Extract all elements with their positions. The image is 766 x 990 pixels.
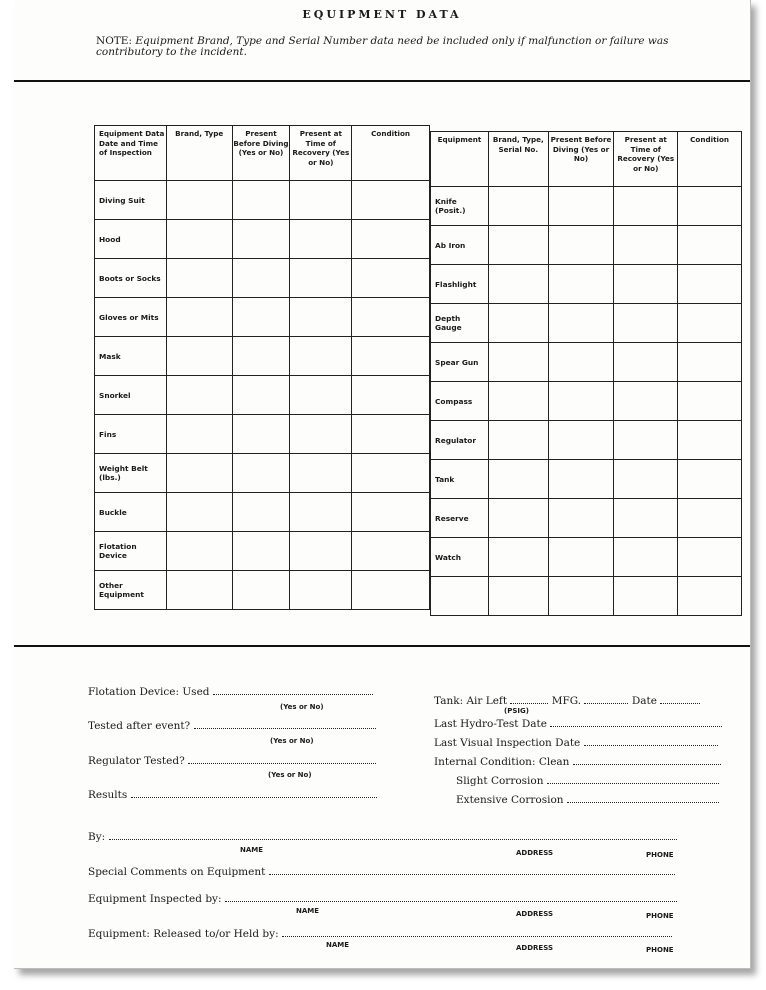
- slight-corrosion-label: Slight Corrosion: [456, 775, 544, 787]
- cell-recovery[interactable]: [614, 460, 678, 499]
- cell-before[interactable]: [232, 415, 290, 454]
- cell-before[interactable]: [232, 376, 290, 415]
- cell-brand[interactable]: [488, 460, 548, 499]
- released-to-label: Equipment: Released to/or Held by:: [88, 928, 279, 940]
- cell-recovery[interactable]: [614, 538, 678, 577]
- cell-condition[interactable]: [352, 181, 430, 220]
- extensive-corrosion-line[interactable]: [567, 794, 719, 803]
- by-line[interactable]: [109, 831, 677, 840]
- cell-brand[interactable]: [488, 538, 548, 577]
- cell-brand[interactable]: [488, 577, 548, 616]
- col-header-present-recovery: Present at Time of Recovery (Yes or No): [290, 126, 352, 181]
- slight-corrosion-field[interactable]: [456, 775, 719, 787]
- extensive-corrosion-field[interactable]: [456, 794, 719, 806]
- table-row: [95, 532, 430, 571]
- table-row: [95, 376, 430, 415]
- yes-no-hint: (Yes or No): [268, 771, 312, 779]
- row-label: Watch: [431, 538, 489, 577]
- cell-brand[interactable]: [166, 415, 232, 454]
- table-row: [95, 571, 430, 610]
- cell-before[interactable]: [548, 460, 614, 499]
- cell-condition[interactable]: [678, 304, 742, 343]
- last-hydro-label: Last Hydro-Test Date: [434, 718, 547, 730]
- cell-condition[interactable]: [352, 415, 430, 454]
- table-row: [431, 265, 742, 304]
- cell-before[interactable]: [232, 259, 290, 298]
- equipment-table-left: [94, 125, 430, 610]
- cell-condition[interactable]: [352, 532, 430, 571]
- row-label: Knife (Posit.): [431, 187, 489, 226]
- cell-recovery[interactable]: [290, 532, 352, 571]
- cell-before[interactable]: [232, 493, 290, 532]
- cell-before[interactable]: [548, 187, 614, 226]
- cell-brand[interactable]: [166, 454, 232, 493]
- cell-brand[interactable]: [488, 265, 548, 304]
- cell-brand[interactable]: [488, 343, 548, 382]
- cell-recovery[interactable]: [290, 454, 352, 493]
- table-row: [431, 460, 742, 499]
- table-row: [431, 538, 742, 577]
- cell-recovery[interactable]: [290, 493, 352, 532]
- tank-air-left-line[interactable]: [510, 695, 548, 704]
- table-row: [95, 298, 430, 337]
- last-hydro-field[interactable]: [434, 718, 722, 730]
- regulator-tested-label: Regulator Tested?: [88, 755, 185, 767]
- table-row: [95, 259, 430, 298]
- cell-brand[interactable]: [488, 187, 548, 226]
- col-header-equipment-data: Equipment Data Date and Time of Inspection: [95, 126, 167, 181]
- tested-after-label: Tested after event?: [88, 720, 191, 732]
- cell-recovery[interactable]: [614, 343, 678, 382]
- internal-condition-field[interactable]: [434, 756, 721, 768]
- row-label: Weight Belt (lbs.): [95, 454, 167, 493]
- cell-recovery[interactable]: [290, 259, 352, 298]
- cell-recovery[interactable]: [290, 376, 352, 415]
- cell-condition[interactable]: [678, 187, 742, 226]
- col-header-present-recovery: Present at Time of Recovery (Yes or No): [614, 132, 678, 187]
- released-to-field[interactable]: [88, 928, 672, 940]
- table-row: [95, 493, 430, 532]
- col-header-brand-type-serial: Brand, Type, Serial No.: [488, 132, 548, 187]
- results-label: Results: [88, 789, 128, 801]
- cell-condition[interactable]: [352, 220, 430, 259]
- internal-condition-line[interactable]: [573, 756, 721, 765]
- table-row: [431, 304, 742, 343]
- cell-brand[interactable]: [166, 220, 232, 259]
- cell-brand[interactable]: [166, 181, 232, 220]
- phone-hint: PHONE: [646, 946, 674, 954]
- cell-before[interactable]: [548, 577, 614, 616]
- cell-condition[interactable]: [352, 571, 430, 610]
- col-header-brand-type: Brand, Type: [166, 126, 232, 181]
- top-divider: [14, 80, 750, 82]
- cell-before[interactable]: [548, 499, 614, 538]
- cell-before[interactable]: [232, 220, 290, 259]
- cell-recovery[interactable]: [614, 304, 678, 343]
- cell-condition[interactable]: [678, 499, 742, 538]
- cell-condition[interactable]: [678, 382, 742, 421]
- special-comments-field[interactable]: [88, 866, 675, 878]
- cell-brand[interactable]: [488, 421, 548, 460]
- cell-before[interactable]: [232, 532, 290, 571]
- table-row: [431, 421, 742, 460]
- table-row: [95, 181, 430, 220]
- row-label: Tank: [431, 460, 489, 499]
- cell-before[interactable]: [232, 454, 290, 493]
- address-hint: ADDRESS: [516, 944, 553, 952]
- cell-condition[interactable]: [352, 337, 430, 376]
- cell-brand[interactable]: [166, 571, 232, 610]
- last-hydro-line[interactable]: [550, 718, 722, 727]
- cell-condition[interactable]: [678, 577, 742, 616]
- equipment-table-right: [430, 131, 742, 616]
- cell-recovery[interactable]: [290, 181, 352, 220]
- tank-air-left-field[interactable]: [434, 695, 700, 707]
- cell-condition[interactable]: [678, 421, 742, 460]
- cell-before[interactable]: [232, 571, 290, 610]
- flotation-used-field[interactable]: [88, 686, 373, 698]
- cell-recovery[interactable]: [290, 220, 352, 259]
- results-field[interactable]: [88, 789, 377, 801]
- cell-brand[interactable]: [166, 532, 232, 571]
- yes-no-hint: (Yes or No): [280, 703, 324, 711]
- row-label: Flashlight: [431, 265, 489, 304]
- address-hint: ADDRESS: [516, 910, 553, 918]
- cell-before[interactable]: [548, 304, 614, 343]
- inspected-by-line[interactable]: [225, 893, 677, 902]
- cell-recovery[interactable]: [614, 226, 678, 265]
- yes-no-hint: (Yes or No): [270, 737, 314, 745]
- inspected-by-label: Equipment Inspected by:: [88, 893, 222, 905]
- row-label: Fins: [95, 415, 167, 454]
- table-row: [95, 220, 430, 259]
- regulator-tested-field[interactable]: [88, 755, 376, 767]
- cell-before[interactable]: [548, 226, 614, 265]
- slight-corrosion-line[interactable]: [547, 775, 719, 784]
- flotation-used-label: Flotation Device: Used: [88, 686, 210, 698]
- row-label: [431, 577, 489, 616]
- table-row: [431, 382, 742, 421]
- cell-before[interactable]: [232, 298, 290, 337]
- cell-before[interactable]: [548, 265, 614, 304]
- tested-after-field[interactable]: [88, 720, 376, 732]
- cell-brand[interactable]: [166, 259, 232, 298]
- document-page: [14, 0, 751, 969]
- released-to-line[interactable]: [282, 928, 672, 937]
- address-hint: ADDRESS: [516, 849, 553, 857]
- name-hint: NAME: [326, 941, 350, 949]
- cell-condition[interactable]: [352, 493, 430, 532]
- tested-after-line[interactable]: [194, 720, 376, 729]
- special-comments-label: Special Comments on Equipment: [88, 866, 266, 878]
- row-label: Snorkel: [95, 376, 167, 415]
- cell-recovery[interactable]: [614, 577, 678, 616]
- cell-condition[interactable]: [678, 343, 742, 382]
- cell-recovery[interactable]: [290, 337, 352, 376]
- row-label: Ab Iron: [431, 226, 489, 265]
- col-header-condition: Condition: [352, 126, 430, 181]
- row-label: Diving Suit: [95, 181, 167, 220]
- table-row: [431, 499, 742, 538]
- phone-hint: PHONE: [646, 851, 674, 859]
- row-label: Regulator: [431, 421, 489, 460]
- row-label: Hood: [95, 220, 167, 259]
- row-label: Mask: [95, 337, 167, 376]
- inspected-by-field[interactable]: [88, 893, 677, 905]
- row-label: Compass: [431, 382, 489, 421]
- cell-before[interactable]: [548, 421, 614, 460]
- table-row: [431, 187, 742, 226]
- cell-condition[interactable]: [678, 538, 742, 577]
- cell-recovery[interactable]: [614, 421, 678, 460]
- row-label: Reserve: [431, 499, 489, 538]
- cell-brand[interactable]: [166, 298, 232, 337]
- special-comments-line[interactable]: [269, 866, 675, 875]
- table-row: [95, 415, 430, 454]
- row-label: Flotation Device: [95, 532, 167, 571]
- cell-brand[interactable]: [488, 382, 548, 421]
- tank-air-left-label: Tank: Air Left: [434, 695, 508, 707]
- extensive-corrosion-label: Extensive Corrosion: [456, 794, 564, 806]
- cell-before[interactable]: [548, 382, 614, 421]
- cell-recovery[interactable]: [614, 499, 678, 538]
- by-label: By:: [88, 831, 106, 843]
- cell-condition[interactable]: [352, 376, 430, 415]
- cell-recovery[interactable]: [290, 571, 352, 610]
- cell-before[interactable]: [232, 181, 290, 220]
- cell-recovery[interactable]: [614, 382, 678, 421]
- last-visual-line[interactable]: [584, 737, 718, 746]
- cell-condition[interactable]: [678, 265, 742, 304]
- cell-recovery[interactable]: [614, 187, 678, 226]
- row-label: Buckle: [95, 493, 167, 532]
- date-line[interactable]: [660, 695, 700, 704]
- cell-recovery[interactable]: [614, 265, 678, 304]
- cell-before[interactable]: [548, 343, 614, 382]
- regulator-tested-line[interactable]: [188, 755, 376, 764]
- date-label: Date: [631, 695, 657, 707]
- table-row: [95, 337, 430, 376]
- flotation-used-line[interactable]: [213, 686, 373, 695]
- cell-brand[interactable]: [166, 337, 232, 376]
- col-header-present-before: Present Before Diving (Yes or No): [232, 126, 290, 181]
- cell-condition[interactable]: [678, 460, 742, 499]
- col-header-equipment: Equipment: [431, 132, 489, 187]
- internal-condition-label: Internal Condition: Clean: [434, 756, 570, 768]
- table-row: [431, 343, 742, 382]
- table-row: [431, 577, 742, 616]
- cell-brand[interactable]: [166, 376, 232, 415]
- note-lead: NOTE:: [96, 35, 133, 47]
- cell-before[interactable]: [232, 337, 290, 376]
- phone-hint: PHONE: [646, 912, 674, 920]
- mfg-label: MFG.: [551, 695, 582, 707]
- row-label: Depth Gauge: [431, 304, 489, 343]
- mfg-line[interactable]: [584, 695, 628, 704]
- cell-before[interactable]: [548, 538, 614, 577]
- by-field[interactable]: [88, 831, 677, 843]
- row-label: Other Equipment: [95, 571, 167, 610]
- col-header-present-before: Present Before Diving (Yes or No): [548, 132, 614, 187]
- note-text: Equipment Brand, Type and Serial Number data need be included only if malfunction or failure was contributory to the incident.: [96, 35, 669, 58]
- cell-brand[interactable]: [488, 304, 548, 343]
- col-header-condition: Condition: [678, 132, 742, 187]
- page-title: EQUIPMENT DATA: [302, 8, 462, 21]
- table-row: [431, 226, 742, 265]
- cell-recovery[interactable]: [290, 298, 352, 337]
- results-line[interactable]: [131, 789, 377, 798]
- name-hint: NAME: [296, 907, 320, 915]
- cell-brand[interactable]: [488, 499, 548, 538]
- middle-divider: [14, 645, 750, 647]
- psig-hint: (PSIG): [504, 707, 529, 715]
- cell-condition[interactable]: [352, 298, 430, 337]
- last-visual-label: Last Visual Inspection Date: [434, 737, 581, 749]
- cell-condition[interactable]: [352, 259, 430, 298]
- cell-condition[interactable]: [678, 226, 742, 265]
- cell-condition[interactable]: [352, 454, 430, 493]
- last-visual-field[interactable]: [434, 737, 718, 749]
- row-label: Gloves or Mits: [95, 298, 167, 337]
- name-hint: NAME: [240, 846, 264, 854]
- cell-brand[interactable]: [166, 493, 232, 532]
- row-label: Boots or Socks: [95, 259, 167, 298]
- cell-brand[interactable]: [488, 226, 548, 265]
- row-label: Spear Gun: [431, 343, 489, 382]
- note: [96, 36, 736, 58]
- cell-recovery[interactable]: [290, 415, 352, 454]
- table-row: [95, 454, 430, 493]
